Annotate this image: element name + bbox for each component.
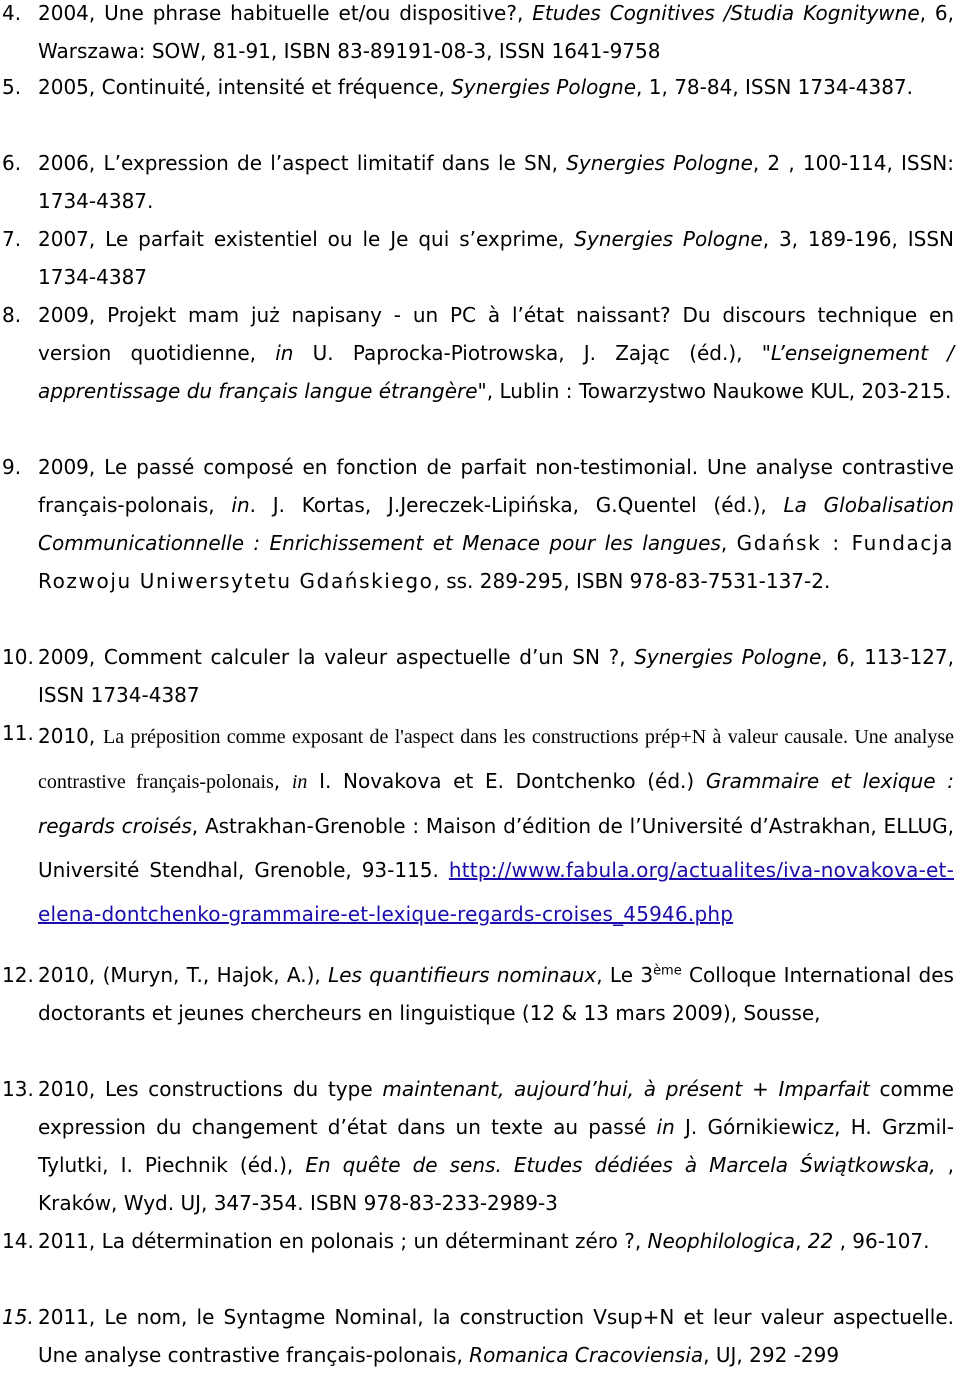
- entry-text: [38, 1070, 954, 1222]
- entry-text: [38, 144, 954, 220]
- entry-text-part: comme expression du changement d’état dans un texte au passé: [38, 1077, 954, 1139]
- entry-number: 11.: [2, 721, 34, 745]
- entry-text-part: Gdańsk : Fundacja Rozwoju Uniwersytetu Gdańskiego: [38, 531, 954, 593]
- entry-text: [38, 1222, 954, 1260]
- entry-text-part: I. Novakova et E. Dontchenko (éd.): [307, 769, 706, 793]
- entry-text-part: . J. Kortas, J.Jereczek-Lipińska, G.Quentel (éd.),: [249, 493, 784, 517]
- entry-text-part: ème: [653, 963, 682, 979]
- entry-text-part: 2007, Le parfait existentiel ou le Je qui s’exprime,: [38, 227, 575, 251]
- entry-text-part: J. Górnikiewicz, H. Grzmil-Tylutki, I. Piechnik (éd.),: [38, 1115, 954, 1177]
- entry-text-part: 2006, L’expression de l’aspect limitatif dans le SN,: [38, 151, 567, 175]
- entry-text: [38, 0, 954, 70]
- entry-text-part: La préposition comme exposant de l'aspect dans les constructions prép+N à valeur causale. Une analyse contrastive français-polonais: [38, 726, 954, 793]
- italic-text: Romanica Cracoviensia: [469, 1343, 704, 1367]
- italic-text: Synergies Pologne: [634, 645, 822, 669]
- italic-text: Synergies Pologne: [574, 227, 763, 251]
- entry-text-part: ,: [273, 769, 292, 793]
- entry-text: [38, 220, 954, 296]
- entry-text-part: 2009, Le passé composé en fonction de parfait non-testimonial. Une analyse contrastive français-polonais,: [38, 455, 954, 517]
- entry-number: 4.: [2, 1, 22, 25]
- entry-number: 8.: [2, 303, 22, 327]
- entry-text-part: ,: [720, 531, 737, 555]
- entry-text: [38, 448, 954, 600]
- entry-text-part: 2004, Une phrase habituelle et/ou dispositive?,: [38, 1, 533, 25]
- entry-text: [38, 956, 954, 1032]
- entry-text: [38, 638, 954, 714]
- entry-text-part: , 6, Warszawa: SOW, 81-91, ISBN 83-89191-08-3, ISSN 1641-9758: [38, 1, 955, 63]
- entry-text-part: 2009, Comment calculer la valeur aspectuelle d’un SN ?,: [38, 645, 635, 669]
- italic-text: in: [231, 493, 250, 517]
- entry-number: 5.: [2, 75, 22, 99]
- entry-number: 10.: [2, 645, 34, 669]
- reference-link[interactable]: http://www.fabula.org/actualites/iva-novakova-et-elena-dontchenko-grammaire-et-lexique-regards-croises_45946.php: [38, 858, 954, 926]
- entry-text-part: 2010, (Muryn, T., Hajok, A.),: [38, 963, 329, 987]
- entry-text-part: , 96-107.: [833, 1229, 930, 1253]
- italic-text: La Globalisation Communicationnelle : Enrichissement et Menace pour les langues: [38, 493, 954, 555]
- entry-number: 12.: [2, 963, 34, 987]
- entry-text-part: , Astrakhan-Grenoble : Maison d’édition de l’Université d’Astrakhan, ELLUG, Université Stendhal, Grenoble, 93-115.: [38, 814, 954, 882]
- entry-text-part: 2011, La détermination en polonais ; un déterminant zéro ?,: [38, 1229, 648, 1253]
- entry-text-part: U. Paprocka-Piotrowska, J. Zając (éd.),: [293, 341, 762, 365]
- italic-text: maintenant, aujourd’hui, à présent: [382, 1077, 743, 1101]
- entry-number: 7.: [2, 227, 22, 251]
- entry-text-part: , UJ, 292 -299: [703, 1343, 840, 1367]
- italic-text: En quête de sens. Etudes dédiées à Marcela Świątkowska,: [305, 1153, 936, 1177]
- italic-text: Grammaire et lexique : regards croisés: [38, 769, 955, 838]
- entry-text: [38, 68, 954, 106]
- entry-text-part: 2009, Projekt mam już napisany - un PC à l’état naissant? Du discours technique en version quotidienne,: [38, 303, 954, 365]
- italic-text: Synergies Pologne: [451, 75, 637, 99]
- entry-text-part: , Kraków, Wyd. UJ, 347-354. ISBN 978-83-233-2989-3: [38, 1153, 954, 1215]
- entry-text-part: , Lublin : Towarzystwo Naukowe KUL, 203-215.: [486, 379, 952, 403]
- entry-text: [38, 296, 954, 410]
- entry-text-part: , 6, 113-127, ISSN 1734-4387: [38, 645, 954, 707]
- entry-number: 15.: [2, 1305, 34, 1329]
- italic-text: Imparfait: [778, 1077, 870, 1101]
- entry-text-part: , Le 3: [596, 963, 654, 987]
- entry-text-part: ,: [795, 1229, 808, 1253]
- entry-text-part: , 3, 189-196, ISSN 1734-4387: [38, 227, 955, 289]
- italic-text: Synergies Pologne: [566, 151, 753, 175]
- entry-text: [38, 1298, 954, 1374]
- italic-text: in: [291, 771, 308, 793]
- entry-text-part: 2010, Les constructions du type: [38, 1077, 383, 1101]
- italic-text: 22: [807, 1229, 834, 1253]
- italic-text: Etudes Cognitives /Studia Kognitywne: [532, 1, 920, 25]
- entry-text-part: +: [742, 1077, 779, 1101]
- entry-number: 9.: [2, 455, 22, 479]
- italic-text: in: [275, 341, 294, 365]
- entry-text-part: Colloque International des doctorants et jeunes chercheurs en linguistique (12 & 13 mars 2009), Sousse,: [38, 963, 954, 1025]
- italic-text: Neophilologica: [647, 1229, 796, 1253]
- italic-text: "L’enseignement / apprentissage du français langue étrangère": [38, 341, 955, 403]
- entry-text-part: , ss. 289-295, ISBN 978-83-7531-137-2.: [433, 569, 831, 593]
- entry-text-part: , 2 , 100-114, ISSN: 1734-4387.: [38, 151, 954, 213]
- entry-text-part: 2005, Continuité, intensité et fréquence,: [38, 75, 452, 99]
- entry-text-part: 2010,: [38, 724, 103, 748]
- italic-text: in: [656, 1115, 675, 1139]
- entry-text-part: , 1, 78-84, ISSN 1734-4387.: [636, 75, 914, 99]
- entry-text: [38, 714, 954, 936]
- entry-text-part: 2011, Le nom, le Syntagme Nominal, la construction Vsup+N et leur valeur aspectuelle. Une analyse contrastive français-polonais,: [38, 1305, 954, 1367]
- entry-number: 14.: [2, 1229, 34, 1253]
- entry-number: 13.: [2, 1077, 34, 1101]
- entry-number: 6.: [2, 151, 22, 175]
- italic-text: Les quantifieurs nominaux: [328, 963, 597, 987]
